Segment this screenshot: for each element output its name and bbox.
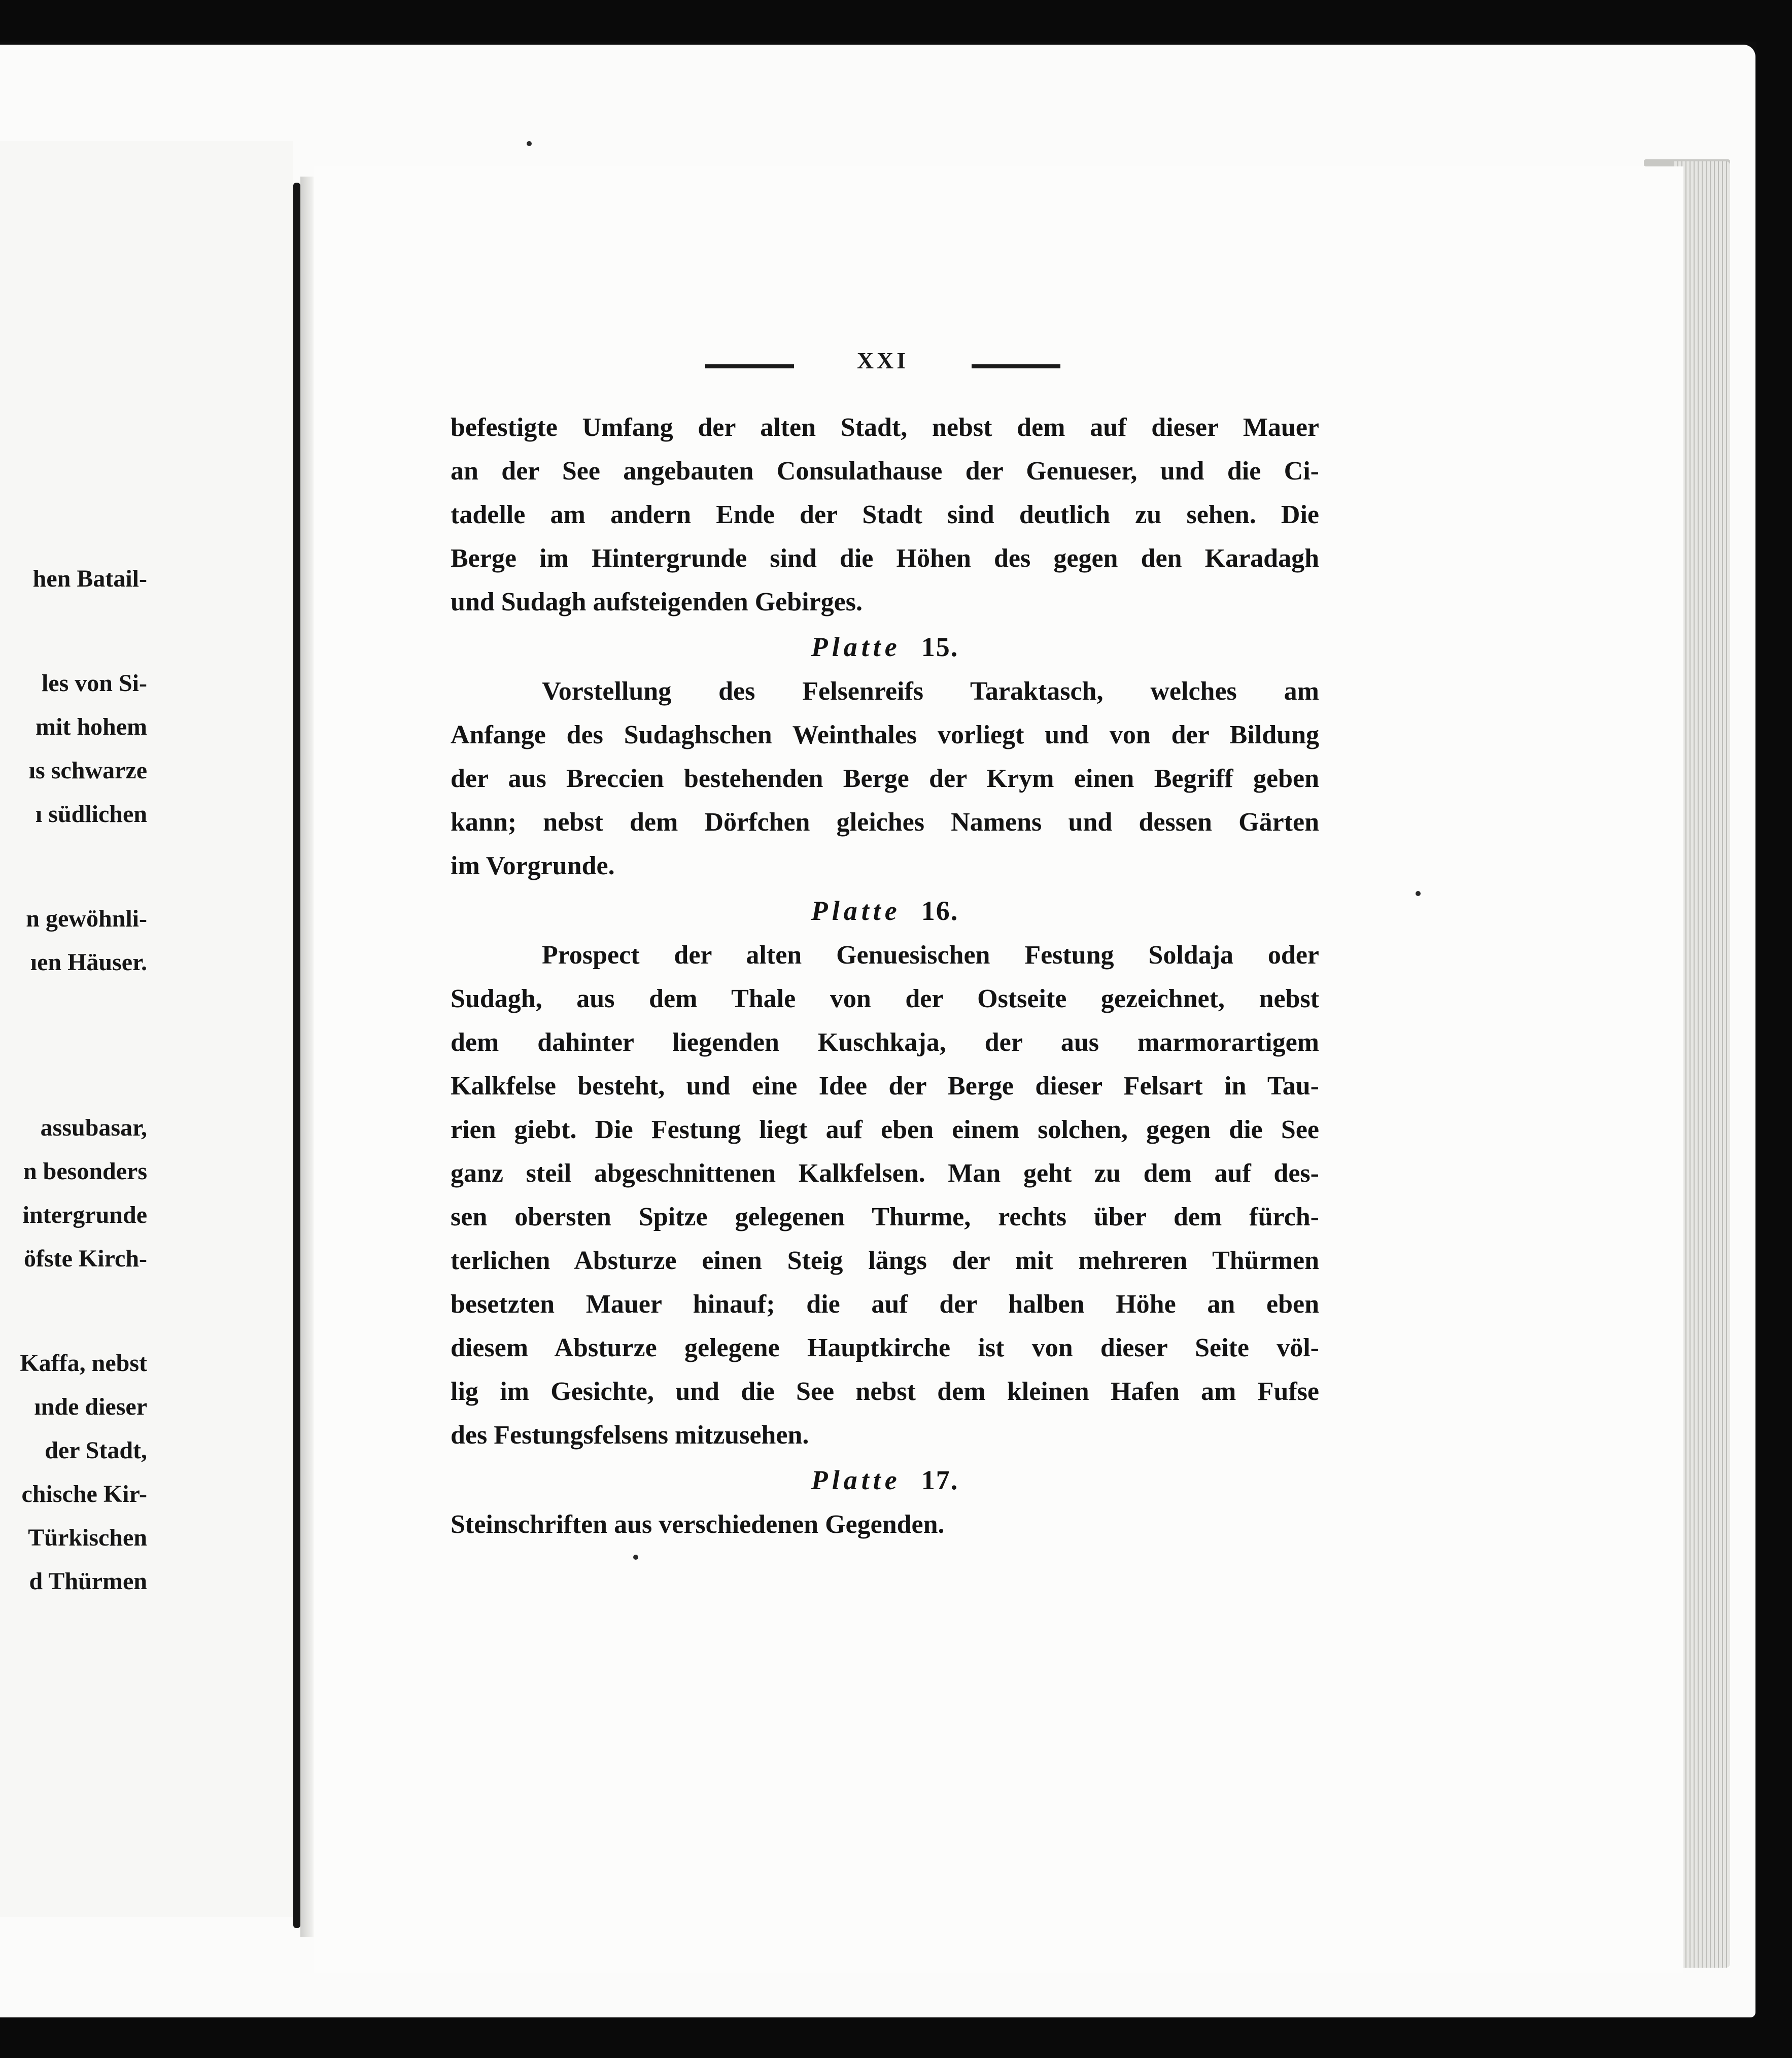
left-line: chische Kir- bbox=[21, 1481, 147, 1507]
left-line: mit hohem bbox=[36, 713, 147, 740]
right-page-text bbox=[451, 406, 1319, 1547]
left-page-fragment bbox=[0, 141, 293, 1917]
left-line: ıen Häuser. bbox=[30, 949, 147, 976]
plate-word: Platte bbox=[811, 896, 901, 926]
book-spine bbox=[293, 183, 300, 1928]
left-gap bbox=[0, 984, 147, 1045]
left-line: intergrunde bbox=[22, 1202, 147, 1228]
plate-number: 17. bbox=[921, 1465, 959, 1495]
header-rule-right bbox=[972, 364, 1060, 368]
left-line: d Thürmen bbox=[29, 1568, 147, 1595]
scan-border-right bbox=[1756, 0, 1792, 2058]
text-line: der aus Breccien bestehenden Berge der Krym einen Begriff geben bbox=[451, 764, 1319, 793]
left-line: les von Si- bbox=[41, 670, 147, 697]
page-number: XXI bbox=[856, 348, 909, 373]
plate-heading-15 bbox=[451, 624, 1319, 670]
left-page-lines bbox=[0, 557, 147, 1603]
text-line: tadelle am andern Ende der Stadt sind deutlich zu sehen. Die bbox=[451, 500, 1319, 529]
left-gap bbox=[0, 601, 147, 662]
text-line: kann; nebst dem Dörfchen gleiches Namens und dessen Gärten bbox=[451, 808, 1319, 837]
text-line: Anfange des Sudaghschen Weinthales vorliegt und von der Bildung bbox=[451, 721, 1319, 749]
left-line: assubasar, bbox=[40, 1114, 147, 1141]
left-line: öfste Kirch- bbox=[23, 1245, 147, 1272]
text-line: Berge im Hintergrunde sind die Höhen des gegen den Karadagh bbox=[451, 544, 1319, 573]
text-line: und Sudagh aufsteigenden Gebirges. bbox=[451, 588, 863, 616]
page-header bbox=[705, 347, 1060, 388]
left-line: ıs schwarze bbox=[28, 757, 147, 784]
print-blemish bbox=[527, 141, 532, 146]
left-gap bbox=[0, 1281, 147, 1342]
plate-word: Platte bbox=[811, 632, 901, 662]
text-line: terlichen Absturze einen Steig längs der mit mehreren Thürmen bbox=[451, 1246, 1319, 1275]
text-line: Prospect der alten Genuesischen Festung Soldaja oder bbox=[542, 941, 1319, 970]
text-line: Steinschriften aus verschiedenen Gegenden. bbox=[451, 1510, 945, 1539]
plate-heading-17 bbox=[451, 1457, 1319, 1503]
left-gap bbox=[0, 1045, 147, 1106]
text-line: befestigte Umfang der alten Stadt, nebst dem auf dieser Mauer bbox=[451, 413, 1319, 442]
print-blemish bbox=[1416, 891, 1421, 896]
text-line: diesem Absturze gelegene Hauptkirche ist von dieser Seite völ- bbox=[451, 1333, 1319, 1362]
text-line: des Festungsfelsens mitzusehen. bbox=[451, 1421, 809, 1450]
plate-number: 16. bbox=[921, 896, 959, 926]
text-line: Kalkfelse besteht, und eine Idee der Berge dieser Felsart in Tau- bbox=[451, 1072, 1319, 1101]
left-line: der Stadt, bbox=[45, 1437, 147, 1464]
text-line: dem dahinter liegenden Kuschkaja, der aus marmorartigem bbox=[451, 1028, 1319, 1057]
text-line: ganz steil abgeschnittenen Kalkfelsen. Man geht zu dem auf des- bbox=[451, 1159, 1319, 1188]
left-gap bbox=[0, 836, 147, 897]
left-line: ı südlichen bbox=[35, 801, 147, 828]
text-line: lig im Gesichte, und die See nebst dem kleinen Hafen am Fufse bbox=[451, 1377, 1319, 1406]
text-line: sen obersten Spitze gelegenen Thurme, rechts über dem fürch- bbox=[451, 1203, 1319, 1231]
left-line: hen Batail- bbox=[32, 565, 147, 592]
text-line: im Vorgrunde. bbox=[451, 851, 615, 880]
text-line: an der See angebauten Consulathause der Genueser, und die Ci- bbox=[451, 457, 1319, 486]
left-line: Türkischen bbox=[28, 1524, 147, 1551]
text-line: Sudagh, aus dem Thale von der Ostseite gezeichnet, nebst bbox=[451, 984, 1319, 1013]
plate-number: 15. bbox=[921, 632, 959, 662]
gutter-shadow bbox=[300, 177, 314, 1937]
plate-heading-16 bbox=[451, 888, 1319, 934]
left-line: n gewöhnli- bbox=[26, 905, 147, 932]
text-line: besetzten Mauer hinauf; die auf der halben Höhe an eben bbox=[451, 1290, 1319, 1319]
left-line: Kaffa, nebst bbox=[20, 1350, 147, 1377]
plate-word: Platte bbox=[811, 1465, 901, 1495]
paper-sheet bbox=[0, 45, 1755, 2017]
header-rule-left bbox=[705, 364, 794, 368]
text-line: rien giebt. Die Festung liegt auf eben einem solchen, gegen die See bbox=[451, 1115, 1319, 1144]
print-blemish bbox=[633, 1555, 638, 1560]
left-line: n besonders bbox=[23, 1158, 147, 1185]
scan-border-bottom bbox=[0, 2017, 1792, 2058]
left-line: ınde dieser bbox=[34, 1393, 147, 1420]
scan-border-top bbox=[0, 0, 1792, 42]
text-line: Vorstellung des Felsenreifs Taraktasch, welches am bbox=[542, 677, 1319, 706]
